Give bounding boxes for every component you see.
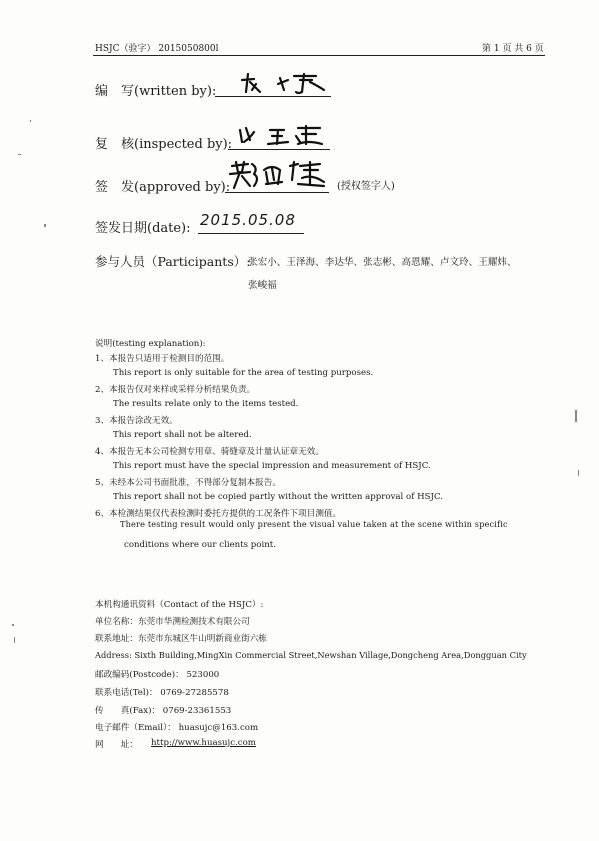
explanation-item-6-en-line-1: There testing result would only present the visual value taken at the scene within specific xyxy=(120,519,508,529)
header-divider xyxy=(93,55,545,56)
contact-postcode: 邮政编码(Postcode)： 523000 xyxy=(95,670,220,680)
explanation-item-3: 3、本报告涂改无效。 xyxy=(95,416,178,426)
inspected-by-signature xyxy=(236,122,326,148)
contact-fax: 传 真(Fax)： 0769-23361553 xyxy=(95,706,232,716)
contact-email[interactable]: 电子邮件（Email）： huasujc@163.com xyxy=(95,723,259,733)
scan-speck xyxy=(18,154,21,155)
explanation-item-5: 5、未经本公司书面批准，不得部分复制本报告。 xyxy=(95,478,281,488)
participants-line-1: 张宏小、王泽海、李达华、张志彬、高恩耀、卢文玲、王耀炜、 xyxy=(248,257,517,268)
scan-speck xyxy=(575,410,577,422)
authorized-signatory-note: (授权签字人) xyxy=(337,181,395,192)
approved-by-signature xyxy=(228,160,328,190)
approved-by-line xyxy=(225,192,329,193)
written-by-line xyxy=(215,96,331,97)
explanation-item-6: 6、本检测结果仅代表检测时委托方提供的工况条件下项目测值。 xyxy=(95,509,342,519)
contact-address-cn: 联系地址：东莞市东城区牛山明新商业街六栋 xyxy=(95,634,267,644)
explanation-item-1: 1、本报告只适用于检测目的范围。 xyxy=(95,354,230,364)
approved-by-label: 签 发(approved by): xyxy=(95,180,231,195)
scan-speck xyxy=(578,470,579,476)
contact-unit: 单位名称：东莞市华溯检测技术有限公司 xyxy=(95,617,250,627)
issue-date-value: 2015.05.08 xyxy=(200,211,296,229)
scan-speck xyxy=(30,120,31,122)
contact-web-label: 网 址： xyxy=(95,740,138,750)
participants-line-2: 张峻福 xyxy=(248,280,277,291)
scan-speck xyxy=(14,637,15,643)
inspected-by-line xyxy=(228,149,330,150)
explanation-item-2-en: The results relate only to the items tested. xyxy=(113,399,299,409)
explanation-item-5-en: This report shall not be copied partly without the written approval of HSJC. xyxy=(113,492,443,502)
explanation-item-2: 2、本报告仅对来样或采样分析结果负责。 xyxy=(95,385,256,395)
explanation-title: 说明(testing explanation): xyxy=(95,339,206,349)
report-number: HSJC（验字） 2015050800l xyxy=(95,44,219,54)
scan-speck xyxy=(12,624,14,626)
explanation-item-3-en: This report shall not be altered. xyxy=(113,430,252,440)
contact-web-link[interactable]: http://www.huasujc.com xyxy=(151,738,256,748)
scan-speck xyxy=(44,224,46,227)
page-indicator: 第 1 页 共 6 页 xyxy=(482,44,544,54)
explanation-item-4: 4、本报告无本公司检测专用章、骑缝章及计量认证章无效。 xyxy=(95,447,324,457)
participants-label: 参与人员（Participants）: xyxy=(95,254,251,269)
issue-date-line xyxy=(198,233,304,234)
issue-date-label: 签发日期(date): xyxy=(95,221,191,236)
contact-address-en: Address: Sixth Building,MingXin Commercial Street,Newshan Village,Dongcheng Area,Dongguan City xyxy=(95,650,527,660)
contact-tel: 联系电话(Tel)： 0769-27285578 xyxy=(95,688,229,698)
explanation-item-4-en: This report must have the special impression and measurement of HSJC. xyxy=(113,461,431,471)
written-by-label: 编 写(written by): xyxy=(95,84,217,99)
explanation-item-1-en: This report is only suitable for the area of testing purposes. xyxy=(113,368,374,378)
inspected-by-label: 复 核(inspected by): xyxy=(95,137,233,152)
contact-title: 本机构通讯资料（Contact of the HSJC）: xyxy=(95,600,264,610)
written-by-signature xyxy=(238,70,328,96)
explanation-item-6-en-line-2: conditions where our clients point. xyxy=(124,540,276,550)
